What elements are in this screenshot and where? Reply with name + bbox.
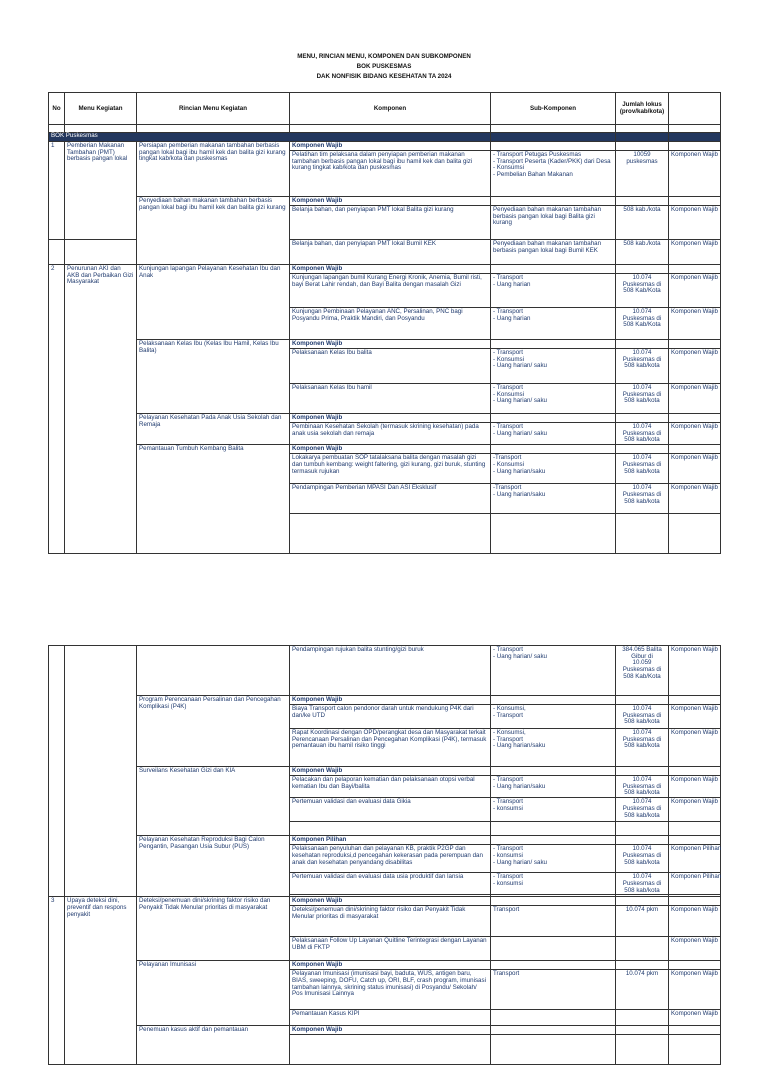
keterangan-cell: Komponen Wajib [669, 970, 721, 1010]
keterangan-cell: Komponen Wajib [669, 776, 721, 798]
keterangan-cell: Komponen Wajib [669, 646, 721, 696]
komponen-cell: Pendampingan Pemberian MPASI Dan ASI Eksklusif [290, 484, 491, 514]
rincian-cell: Pelaksanaan Kelas Ibu (Kelas Ibu Hamil, Kelas Ibu Balita) [137, 340, 290, 414]
komponen-wajib-label: Komponen Wajib [290, 414, 491, 423]
rincian-cell: Penemuan kasus aktif dan pemantauan [137, 1026, 290, 1065]
komponen-wajib-label: Komponen Wajib [290, 897, 491, 906]
col-header-rincian: Rincian Menu Kegiatan [137, 93, 290, 125]
subkomponen-cell: - Transport - Uang harian/saku [491, 776, 616, 798]
menu-name: Penurunan AKI dan AKB dan Perbaikan Gizi Masyarakat [65, 265, 137, 554]
komponen-cell: Belanja bahan, dan penyiapan PMT lokal Balita gizi kurang [290, 206, 491, 240]
menu-table [48, 92, 721, 554]
menu-number: 3 [49, 897, 65, 1065]
table-page-1 [48, 92, 720, 516]
komponen-cell: Pelaksanaan Kelas Ibu hamil [290, 384, 491, 414]
komponen-wajib-label: Komponen Wajib [290, 340, 491, 349]
table-row [49, 197, 721, 206]
rincian-cell: Kunjungan lapangan Pelayanan Kesehatan Ibu dan Anak [137, 265, 290, 340]
keterangan-cell: Komponen Wajib [669, 705, 721, 729]
table-row [49, 961, 721, 970]
table-page-2 [48, 645, 722, 1034]
komponen-cell: Pelaksanaan penyuluhan dan pelayanan KB, praktik P2GP dan kesehatan reproduksi,d pencegahan kekerasan pada perempuan dan anak dan kesehatan penyandang disabilitas [290, 845, 491, 873]
jumlah-cell: 384.065 Balita Gibur di 10.059 Puskesmas di 508 Kab/Kota [616, 646, 669, 696]
menu-number: 2 [49, 265, 65, 554]
rincian-cell: Penyediaan bahan makanan tambahan berbasis pangan lokal bagi ibu hamil kek dan balita gizi kurang [137, 197, 290, 265]
subkomponen-cell: - Transport - Uang harian/ saku [491, 646, 616, 696]
jumlah-cell: 508 kab./kota [616, 240, 669, 265]
komponen-wajib-label: Komponen Wajib [290, 961, 491, 970]
subkomponen-cell: - Transport Petugas Puskesmas - Transport Peserta (Kader/PKK) dari Desa - Konsumsi - Pembelian Bahan Makanan [491, 151, 616, 197]
keterangan-cell: Komponen Wajib [669, 729, 721, 767]
subkomponen-cell: - Transport - konsumsi [491, 798, 616, 822]
keterangan-cell: Komponen Pilihan [669, 873, 721, 895]
keterangan-cell: Komponen Pilihan [669, 845, 721, 873]
jumlah-cell: 10.074 Puskesmas di 508 Kab/Kota [616, 308, 669, 340]
rincian-cell: Pelayanan Kesehatan Reproduksi Bagi Calon Pengantin, Pasangan Usia Subur (PUS) [137, 836, 290, 897]
komponen-cell: Pembinaan Kesehatan Sekolah (termasuk skrining kesehatan) pada anak usia sekolah dan remaja [290, 423, 491, 445]
table-row [49, 646, 721, 696]
subkomponen-cell: - Transport - Konsumsi - Uang harian/ saku [491, 384, 616, 414]
menu-number: 1 [49, 142, 65, 240]
rincian-cell: Program Perencanaan Persalinan dan Pencegahan Komplikasi (P4K) [137, 696, 290, 767]
subkomponen-cell: - Transport - Uang harian [491, 274, 616, 308]
jumlah-cell: 508 kab./kota [616, 206, 669, 240]
col-header-keterangan [669, 93, 721, 125]
jumlah-cell: 10.074 Puskesmas di 508 kab/kota [616, 729, 669, 767]
komponen-cell: Kunjungan lapangan bumil Kurang Energi Kronik, Anemia, Bumil risti, bayi Berat Lahir rendah, dan Bayi Balita dengan masalah Gizi [290, 274, 491, 308]
komponen-pilihan-label: Komponen Pilihan [290, 836, 491, 845]
komponen-cell: Pendampingan rujukan balita stunting/gizi buruk [290, 646, 491, 696]
rincian-cell: Deteksi/penemuan dini/skrining faktor risiko dan Penyakit Tidak Menular prioritas di masyarakat [137, 897, 290, 961]
komponen-cell: Pelaksanaan Kelas Ibu balita [290, 349, 491, 384]
document-title [0, 52, 768, 82]
menu-name: Upaya deteksi dini, preventif dan respons penyakit [65, 897, 137, 1065]
title-line-1: MENU, RINCIAN MENU, KOMPONEN DAN SUBKOMPONEN [297, 53, 471, 60]
komponen-cell: Pertemuan validasi dan evaluasi data usia produktif dan lansia [290, 873, 491, 895]
col-header-no: No [49, 93, 65, 125]
rincian-cell: Pemantauan Tumbuh Kembang Balita [137, 445, 290, 554]
menu-name: Pemberian Makanan Tambahan (PMT) berbasis pangan lokal [65, 142, 137, 240]
subkomponen-cell: - Transport - Uang harian [491, 308, 616, 340]
komponen-cell: Pertemuan validasi dan evaluasi data Gikia [290, 798, 491, 822]
komponen-cell: Pelayanan Imunisasi (imunisasi bayi, baduta, WUS, antigen baru, BIAS, sweeping, DOFU, Catch up, ORI, BLF, crash program, imunisasi tambahan lainnya, skrining status imunisasi) di Posyandu/ Sekolah/ Pos Imunisasi Lainnya [290, 970, 491, 1010]
keterangan-cell: Komponen Wajib [669, 798, 721, 822]
keterangan-cell: Komponen Wajib [669, 1010, 721, 1026]
komponen-cell: Pelatihan tim pelaksana dalam penyiapan pemberian makanan tambahan berbasis pangan lokal bagi ibu hamil kek dan balita gizi kurang tingkat kab/kota dan puskesmas [290, 151, 491, 197]
jumlah-cell: 10.074 Puskesmas di 508 kab/kota [616, 873, 669, 895]
komponen-cell: Rapat Koordinasi dengan OPD/perangkat desa dan Masyarakat terkait Perencanaan Persalinan dan Pencegahan Komplikasi (P4K), termasuk pemantauan ibu hamil risiko tinggi [290, 729, 491, 767]
subkomponen-cell: - Konsumsi, - Transport - Uang harian/saku [491, 729, 616, 767]
subkomponen-cell: Transport [491, 970, 616, 1010]
subkomponen-cell: -Transport - Uang harian/saku [491, 484, 616, 514]
jumlah-cell: 10.074 Puskesmas di 508 kab/kota [616, 845, 669, 873]
subkomponen-cell: - Transport - Konsumsi - Uang harian/ saku [491, 349, 616, 384]
keterangan-cell: Komponen Wajib [669, 240, 721, 265]
table-row [49, 836, 721, 845]
komponen-wajib-label: Komponen Wajib [290, 1026, 491, 1035]
subkomponen-cell: - Konsumsi, - Transport [491, 705, 616, 729]
komponen-cell: Belanja bahan, dan penyiapan PMT lokal Bumil KEK [290, 240, 491, 265]
rincian-cell: Surveilans Kesehatan Gizi dan KIA [137, 767, 290, 836]
komponen-wajib-label: Komponen Wajib [290, 445, 491, 454]
komponen-cell: Biaya Transport calon pendonor darah untuk mendukung P4K dari dan/ke UTD [290, 705, 491, 729]
komponen-cell: Lokakarya pembuatan SOP tatalaksana balita dengan masalah gizi dan tumbuh kembang: weight faltering, gizi kurang, gizi buruk, stunting termasuk rujukan [290, 454, 491, 484]
keterangan-cell: Komponen Wajib [669, 937, 721, 961]
keterangan-cell: Komponen Wajib [669, 206, 721, 240]
subkomponen-cell: - Transport - Uang harian/ saku [491, 423, 616, 445]
table-row [49, 767, 721, 776]
keterangan-cell: Komponen Wajib [669, 308, 721, 340]
col-header-menu: Menu Kegiatan [65, 93, 137, 125]
subkomponen-cell: - Transport - konsumsi - Uang harian/ saku [491, 845, 616, 873]
subkomponen-cell: -Transport - Konsumsi - Uang harian/saku [491, 454, 616, 484]
jumlah-cell: 10.074 pkm [616, 970, 669, 1010]
jumlah-cell: 10.074 Puskesmas di 508 kab/kota [616, 454, 669, 484]
keterangan-cell: Komponen Wajib [669, 274, 721, 308]
komponen-cell: Pemantauan Kasus KIPI [290, 1010, 491, 1026]
keterangan-cell: Komponen Wajib [669, 454, 721, 484]
subkomponen-cell: Penyediaan bahan makanan tambahan berbasis pangan lokal bagi Balita gizi kurang [491, 206, 616, 240]
title-line-2: BOK PUSKESMAS [356, 63, 412, 70]
jumlah-cell: 10.074 Puskesmas di 508 kab/kota [616, 705, 669, 729]
jumlah-cell: 10.074 pkm [616, 906, 669, 937]
keterangan-cell: Komponen Wajib [669, 349, 721, 384]
komponen-cell: Kunjungan Pembinaan Pelayanan ANC, Persalinan, PNC bagi Posyandu Prima, Praktik Mandiri, dan Posyandu [290, 308, 491, 340]
jumlah-cell: 10.074 Puskesmas di 508 kab/kota [616, 384, 669, 414]
spacer-row [49, 125, 721, 133]
subkomponen-cell: Transport [491, 906, 616, 937]
jumlah-cell: 10.074 Puskesmas di 508 kab/kota [616, 484, 669, 514]
table-row [49, 265, 721, 274]
col-header-komponen: Komponen [290, 93, 491, 125]
komponen-cell: Pelacakan dan pelaporan kematian dan pelaksanaan otopsi verbal kematian Ibu dan Bayi/balita [290, 776, 491, 798]
komponen-wajib-label: Komponen Wajib [290, 767, 491, 776]
table-row [49, 897, 721, 906]
section-row [49, 133, 721, 142]
table-row [49, 340, 721, 349]
table-row [49, 414, 721, 423]
jumlah-cell: 10.074 Puskesmas di 508 kab/kota [616, 776, 669, 798]
header-row [49, 93, 721, 125]
section-label: BOK Puskesmas [49, 133, 491, 142]
col-header-jumlah: Jumlah lokus (prov/kab/kota) [616, 93, 669, 125]
keterangan-cell: Komponen Wajib [669, 384, 721, 414]
jumlah-cell: 10.074 Puskesmas di 508 kab/kota [616, 423, 669, 445]
jumlah-cell: 10.074 Puskesmas di 508 kab/kota [616, 349, 669, 384]
komponen-wajib-label: Komponen Wajib [290, 142, 491, 151]
komponen-wajib-label: Komponen Wajib [290, 197, 491, 206]
menu-table-continued [48, 645, 721, 1065]
col-header-sub: Sub-Komponen [491, 93, 616, 125]
rincian-cell: Pelayanan Imunisasi [137, 961, 290, 1026]
komponen-wajib-label: Komponen Wajib [290, 696, 491, 705]
keterangan-cell: Komponen Wajib [669, 151, 721, 197]
rincian-cell: Pelayanan Kesehatan Pada Anak Usia Sekolah dan Remaja [137, 414, 290, 445]
jumlah-cell: 10059 puskesmas [616, 151, 669, 197]
subkomponen-cell: - Transport - konsumsi [491, 873, 616, 895]
table-row [49, 142, 721, 151]
keterangan-cell: Komponen Wajib [669, 906, 721, 937]
jumlah-cell: 10.074 Puskesmas di 508 Kab/Kota [616, 274, 669, 308]
keterangan-cell: Komponen Wajib [669, 423, 721, 445]
table-row [49, 445, 721, 454]
komponen-wajib-label: Komponen Wajib [290, 265, 491, 274]
table-row [49, 1026, 721, 1035]
komponen-cell: Deteksi/penemuan dini/skrining faktor risiko dan Penyakit Tidak Menular prioritas di masyarakat [290, 906, 491, 937]
komponen-cell: Pelaksanaan Follow Up Layanan Quitline Terintegrasi dengan Layanan UBM di FKTP [290, 937, 491, 961]
table-row [49, 696, 721, 705]
rincian-cell: Persiapan pemberian makanan tambahan berbasis pangan lokal bagi ibu hamil kek dan balita gizi kurang tingkat kab/kota dan puskesmas [137, 142, 290, 197]
jumlah-cell: 10.074 Puskesmas di 508 kab/kota [616, 798, 669, 822]
title-line-3: DAK NONFISIK BIDANG KESEHATAN TA 2024 [316, 73, 452, 80]
keterangan-cell: Komponen Wajib [669, 484, 721, 514]
subkomponen-cell: Penyediaan bahan makanan tambahan berbasis pangan lokal bagi Bumil KEK [491, 240, 616, 265]
